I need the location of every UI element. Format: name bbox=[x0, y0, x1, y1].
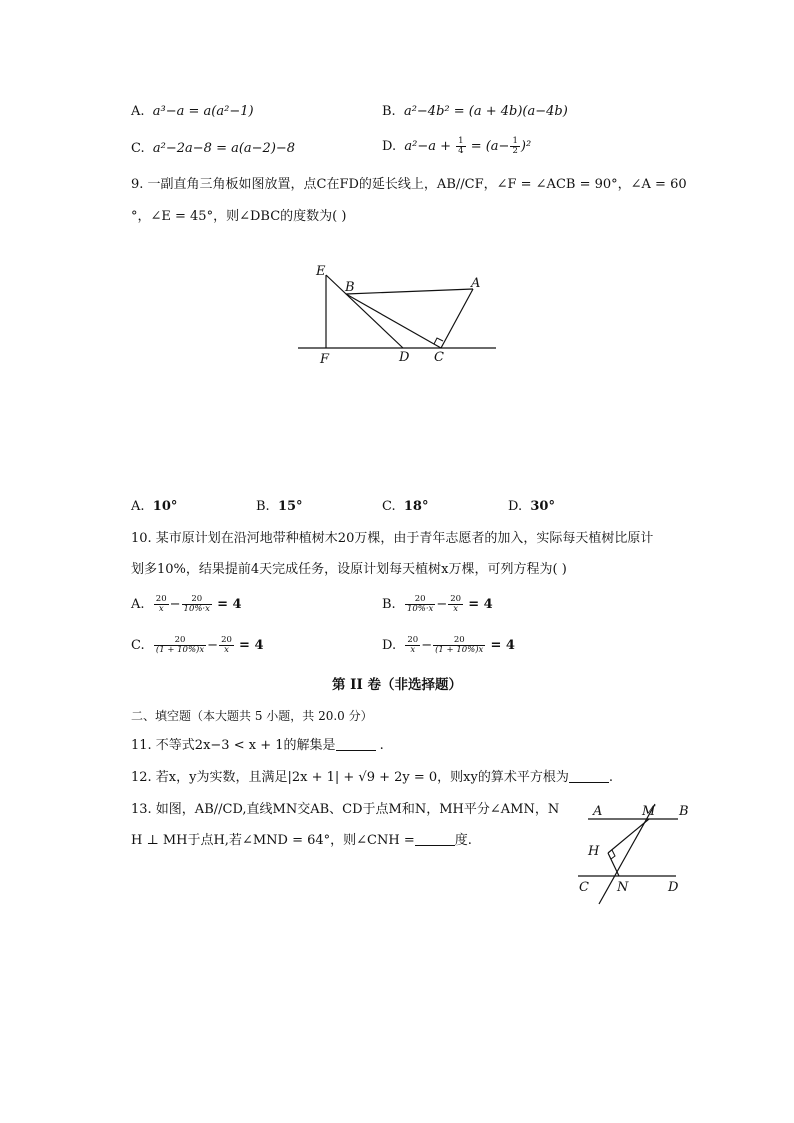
fraction-numerator: 20 bbox=[182, 595, 212, 605]
option-text: a²−4b² = (a + 4b)(a−4b) bbox=[403, 104, 568, 119]
fraction-denominator: x bbox=[410, 645, 416, 655]
q10-option-a: A. $\frac{20}{x}$ − $\frac{20}{10\%\cdot x}$ = 4 bbox=[131, 594, 242, 614]
fraction-numerator: 20 bbox=[407, 635, 419, 645]
option-label: C. bbox=[131, 141, 145, 156]
section-heading: 二、填空题（本大题共 5 小题，共 20.0 分） bbox=[131, 709, 373, 723]
segment-bc bbox=[346, 294, 441, 348]
option-value: 30° bbox=[530, 499, 555, 514]
point-label-m: M bbox=[642, 804, 656, 819]
segment-ac bbox=[441, 289, 473, 348]
option-label: A. bbox=[131, 104, 145, 119]
q10-stem-line2: 划多10%，结果提前4天完成任务，设原计划每天植树x万棵，可列方程为( ) bbox=[131, 562, 567, 577]
option-label: B. bbox=[382, 104, 396, 119]
answer-blank[interactable] bbox=[336, 738, 376, 751]
point-label-a: A bbox=[471, 276, 481, 291]
q9-geometry-figure bbox=[290, 258, 510, 370]
fraction-numerator: 20 bbox=[450, 594, 462, 604]
q13-stem-line2 bbox=[131, 833, 472, 849]
q13-stem-line1: 13. 如图，AB//CD,直线MN交AB、CD于点M和N，MH平分∠AMN，N bbox=[131, 802, 560, 817]
option-label: C. bbox=[382, 499, 396, 514]
option-text: a³−a = a(a²−1) bbox=[152, 104, 254, 119]
fraction bbox=[433, 636, 485, 655]
option-value: 18° bbox=[403, 499, 429, 514]
option-label: D. bbox=[382, 638, 397, 653]
q11-stem bbox=[131, 738, 384, 754]
q10-stem-line1: 10. 某市原计划在沿河地带种植树木20万棵，由于青年志愿者的加入，实际每天植树比原计 bbox=[131, 531, 654, 546]
right-angle-mark bbox=[611, 850, 615, 859]
q8-option-d bbox=[382, 136, 531, 158]
option-label: A. bbox=[131, 597, 145, 612]
segment-mh bbox=[608, 819, 649, 853]
section-title: 第 II 卷（非选择题） bbox=[331, 677, 463, 693]
segment-hn bbox=[608, 853, 619, 876]
q10-option-b: B. $\frac{20}{10\%\cdot x}$ − $\frac{20}{x}$ = 4 bbox=[382, 594, 493, 614]
fraction-numerator: 1 bbox=[458, 136, 464, 146]
question-text-end: . bbox=[375, 738, 384, 753]
point-label-n: N bbox=[617, 880, 629, 895]
right-angle-mark bbox=[434, 338, 443, 344]
point-label-a: A bbox=[593, 804, 603, 819]
equation-rhs: = 4 bbox=[239, 638, 264, 653]
fraction-denominator: 10%·x bbox=[183, 604, 210, 614]
fraction bbox=[448, 595, 463, 614]
fraction-numerator: 20 bbox=[405, 595, 435, 605]
q9-option-b bbox=[256, 499, 303, 515]
fraction-numerator: 20 bbox=[155, 594, 167, 604]
option-text: a²−a + bbox=[404, 139, 451, 154]
option-label: A. bbox=[131, 499, 145, 514]
segment-ed bbox=[326, 275, 403, 348]
option-value: 15° bbox=[277, 499, 303, 514]
option-label: D. bbox=[508, 499, 523, 514]
fraction-denominator: x bbox=[224, 645, 229, 655]
answer-blank[interactable] bbox=[415, 833, 455, 846]
q9-option-d bbox=[508, 499, 555, 515]
q8-option-b bbox=[382, 104, 568, 120]
question-text-end: 度. bbox=[454, 833, 472, 848]
point-label-c: C bbox=[579, 880, 589, 895]
option-text: )² bbox=[520, 139, 532, 154]
q9-option-a bbox=[131, 499, 177, 515]
option-label: C. bbox=[131, 638, 145, 653]
fraction-denominator: 4 bbox=[458, 146, 464, 156]
fraction bbox=[154, 636, 206, 655]
question-text: 11. 不等式2x−3 < x + 1的解集是 bbox=[131, 738, 336, 753]
q8-option-c bbox=[131, 141, 295, 157]
fraction-numerator: 1 bbox=[512, 136, 518, 146]
fraction bbox=[405, 636, 420, 655]
point-label-e: E bbox=[316, 264, 326, 279]
segment-ba bbox=[346, 289, 473, 294]
fraction-denominator: (1 + 10%)x bbox=[155, 645, 205, 655]
q13-geometry-figure bbox=[572, 798, 698, 910]
equation-rhs: = 4 bbox=[468, 597, 493, 612]
q9-stem-line1: 9. 一副直角三角板如图放置，点C在FD的延长线上，AB//CF，∠F = ∠ACB = 90°，∠A = 60 bbox=[131, 177, 687, 192]
point-label-b: B bbox=[345, 280, 355, 295]
fraction-numerator: 20 bbox=[433, 636, 485, 646]
answer-blank[interactable] bbox=[569, 770, 609, 783]
point-label-b: B bbox=[679, 804, 689, 819]
fraction bbox=[219, 636, 234, 655]
fraction bbox=[456, 137, 465, 156]
q9-stem-line2: °，∠E = 45°，则∠DBC的度数为( ) bbox=[131, 209, 347, 224]
option-value: 10° bbox=[152, 499, 178, 514]
point-label-c: C bbox=[434, 350, 444, 365]
q12-stem bbox=[131, 770, 613, 786]
fraction bbox=[182, 595, 212, 614]
q8-option-a bbox=[131, 104, 254, 120]
question-text: 12. 若x，y为实数，且满足|2x + 1| + √9 + 2y = 0，则xy的算术平方根为 bbox=[131, 770, 569, 785]
option-label: B. bbox=[256, 499, 270, 514]
option-label: D. bbox=[382, 139, 397, 154]
fraction-numerator: 20 bbox=[221, 635, 232, 645]
fraction-denominator: 2 bbox=[512, 146, 518, 156]
question-text: H ⊥ MH于点H,若∠MND = 64°，则∠CNH = bbox=[131, 833, 415, 848]
fraction-denominator: x bbox=[158, 604, 164, 614]
equation-rhs: = 4 bbox=[217, 597, 242, 612]
fraction-denominator: (1 + 10%)x bbox=[435, 645, 484, 655]
q9-option-c bbox=[382, 499, 428, 515]
question-text-end: . bbox=[608, 770, 614, 785]
point-label-f: F bbox=[320, 352, 330, 367]
fraction bbox=[405, 595, 435, 614]
fraction-denominator: x bbox=[453, 604, 459, 614]
q10-option-c: C. $\frac{20}{(1 + 10\%)x}$ − $\frac{20}{x}$ = 4 bbox=[131, 635, 264, 655]
fraction-denominator: 10%·x bbox=[406, 604, 434, 614]
option-text: a²−2a−8 = a(a−2)−8 bbox=[152, 141, 296, 156]
fraction bbox=[154, 595, 169, 614]
fraction bbox=[510, 137, 519, 156]
fraction-numerator: 20 bbox=[154, 636, 206, 646]
point-label-h: H bbox=[588, 844, 600, 859]
point-label-d: D bbox=[668, 880, 679, 895]
option-text: = (a− bbox=[470, 139, 510, 154]
point-label-d: D bbox=[399, 350, 410, 365]
equation-rhs: = 4 bbox=[490, 638, 515, 653]
q10-option-d: D. $\frac{20}{x}$ − $\frac{20}{(1 + 10\%)x}$ = 4 bbox=[382, 635, 515, 655]
option-label: B. bbox=[382, 597, 396, 612]
